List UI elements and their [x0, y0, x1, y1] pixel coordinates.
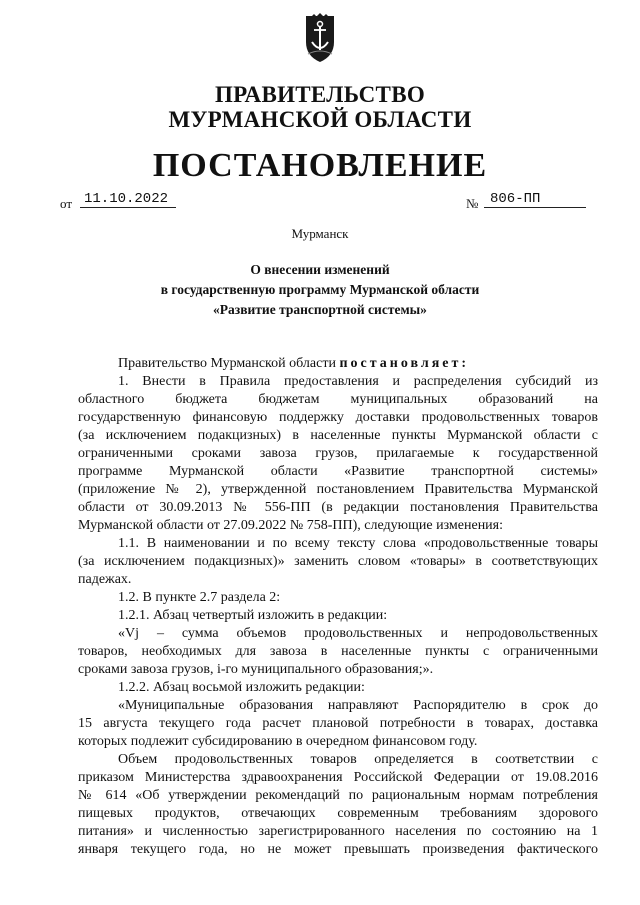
body-line: области от 30.09.2013 № 556-ПП (в редакции постановления Правительства	[78, 500, 598, 515]
body-line: 1.2.2. Абзац восьмой изложить редакции:	[118, 680, 365, 695]
body-line: сроками завоза грузов, i-го муниципального образования;».	[78, 662, 434, 677]
date-prefix: от	[60, 196, 73, 211]
government-name-line1: ПРАВИТЕЛЬСТВО	[214, 82, 426, 107]
body-line: 1.2.1. Абзац четвертый изложить в редакции:	[118, 608, 388, 623]
body-line: (приложение № 2), утвержденной постановлением Правительства Мурманской	[78, 482, 598, 497]
body-line: Мурманской области от 27.09.2022 № 758-ПП), следующие изменения:	[78, 518, 504, 533]
body-line: «Vj – сумма объемов продовольственных и непродовольственных	[118, 626, 598, 641]
body-line: 15 августа текущего года расчет плановой потребности в товарах, доставка	[78, 716, 598, 731]
body-line: товаров, необходимых для завоза в населенные пункты с ограниченными	[78, 644, 598, 659]
city-name: Мурманск	[291, 226, 349, 241]
body-line: 1. Внести в Правила предоставления и распределения субсидий из	[118, 374, 598, 389]
body-line: (за исключением подакцизных) в населенные пункты Мурманской области с	[78, 428, 598, 443]
document-date: 11.10.2022	[80, 191, 176, 208]
body-line: питания» и численностью зарегистрированного населения по состоянию на 1	[78, 824, 598, 839]
coat-of-arms-emblem	[303, 12, 337, 64]
body-line: областного бюджета бюджетам муниципальных образований на	[78, 392, 598, 407]
body-line: № 614 «Об утверждении рекомендаций по рациональным нормам потребления	[78, 788, 598, 803]
document-body	[78, 355, 598, 859]
body-line: государственную финансовую поддержку доставки продовольственных товаров	[78, 410, 598, 425]
body-line: Объем продовольственных товаров определяется в соответствии с	[118, 752, 598, 767]
body-line	[78, 355, 598, 373]
subject-line2: в государственную программу Мурманской области	[160, 282, 480, 297]
body-line: 1.2. В пункте 2.7 раздела 2:	[118, 590, 281, 605]
number-prefix: №	[466, 196, 479, 211]
body-text: Правительство Мурманской области	[118, 356, 340, 371]
body-line: 1.1. В наименовании и по всему тексту слова «продовольственные товары	[118, 536, 598, 551]
body-line: приказом Министерства здравоохранения Российской Федерации от 19.08.2016	[78, 770, 598, 785]
body-line: которых подлежит субсидированию в очередном финансовом году.	[78, 734, 478, 749]
government-name-line2: МУРМАНСКОЙ ОБЛАСТИ	[168, 107, 472, 132]
subject-line1: О внесении изменений	[250, 262, 390, 277]
document-type-title: ПОСТАНОВЛЕНИЕ	[152, 147, 488, 184]
body-line: программе Мурманской области «Развитие транспортной системы»	[78, 464, 598, 479]
resolution-keyword: постановляет:	[339, 356, 470, 371]
subject-line3: «Развитие транспортной системы»	[213, 302, 427, 317]
body-line: ограниченными сроками завоза грузов, прилагаемые к государственной	[78, 446, 598, 461]
body-line: падежах.	[78, 572, 132, 587]
body-line: января текущего года, но не может превышать произведения фактического	[78, 842, 598, 857]
body-line: «Муниципальные образования направляют Распорядителю в срок до	[118, 698, 598, 713]
body-line: (за исключением подакцизных)» заменить словом «товары» в соответствующих	[78, 554, 598, 569]
body-line: пищевых продуктов, отвечающих современным требованиям здорового	[78, 806, 598, 821]
document-number: 806-ПП	[484, 191, 586, 208]
